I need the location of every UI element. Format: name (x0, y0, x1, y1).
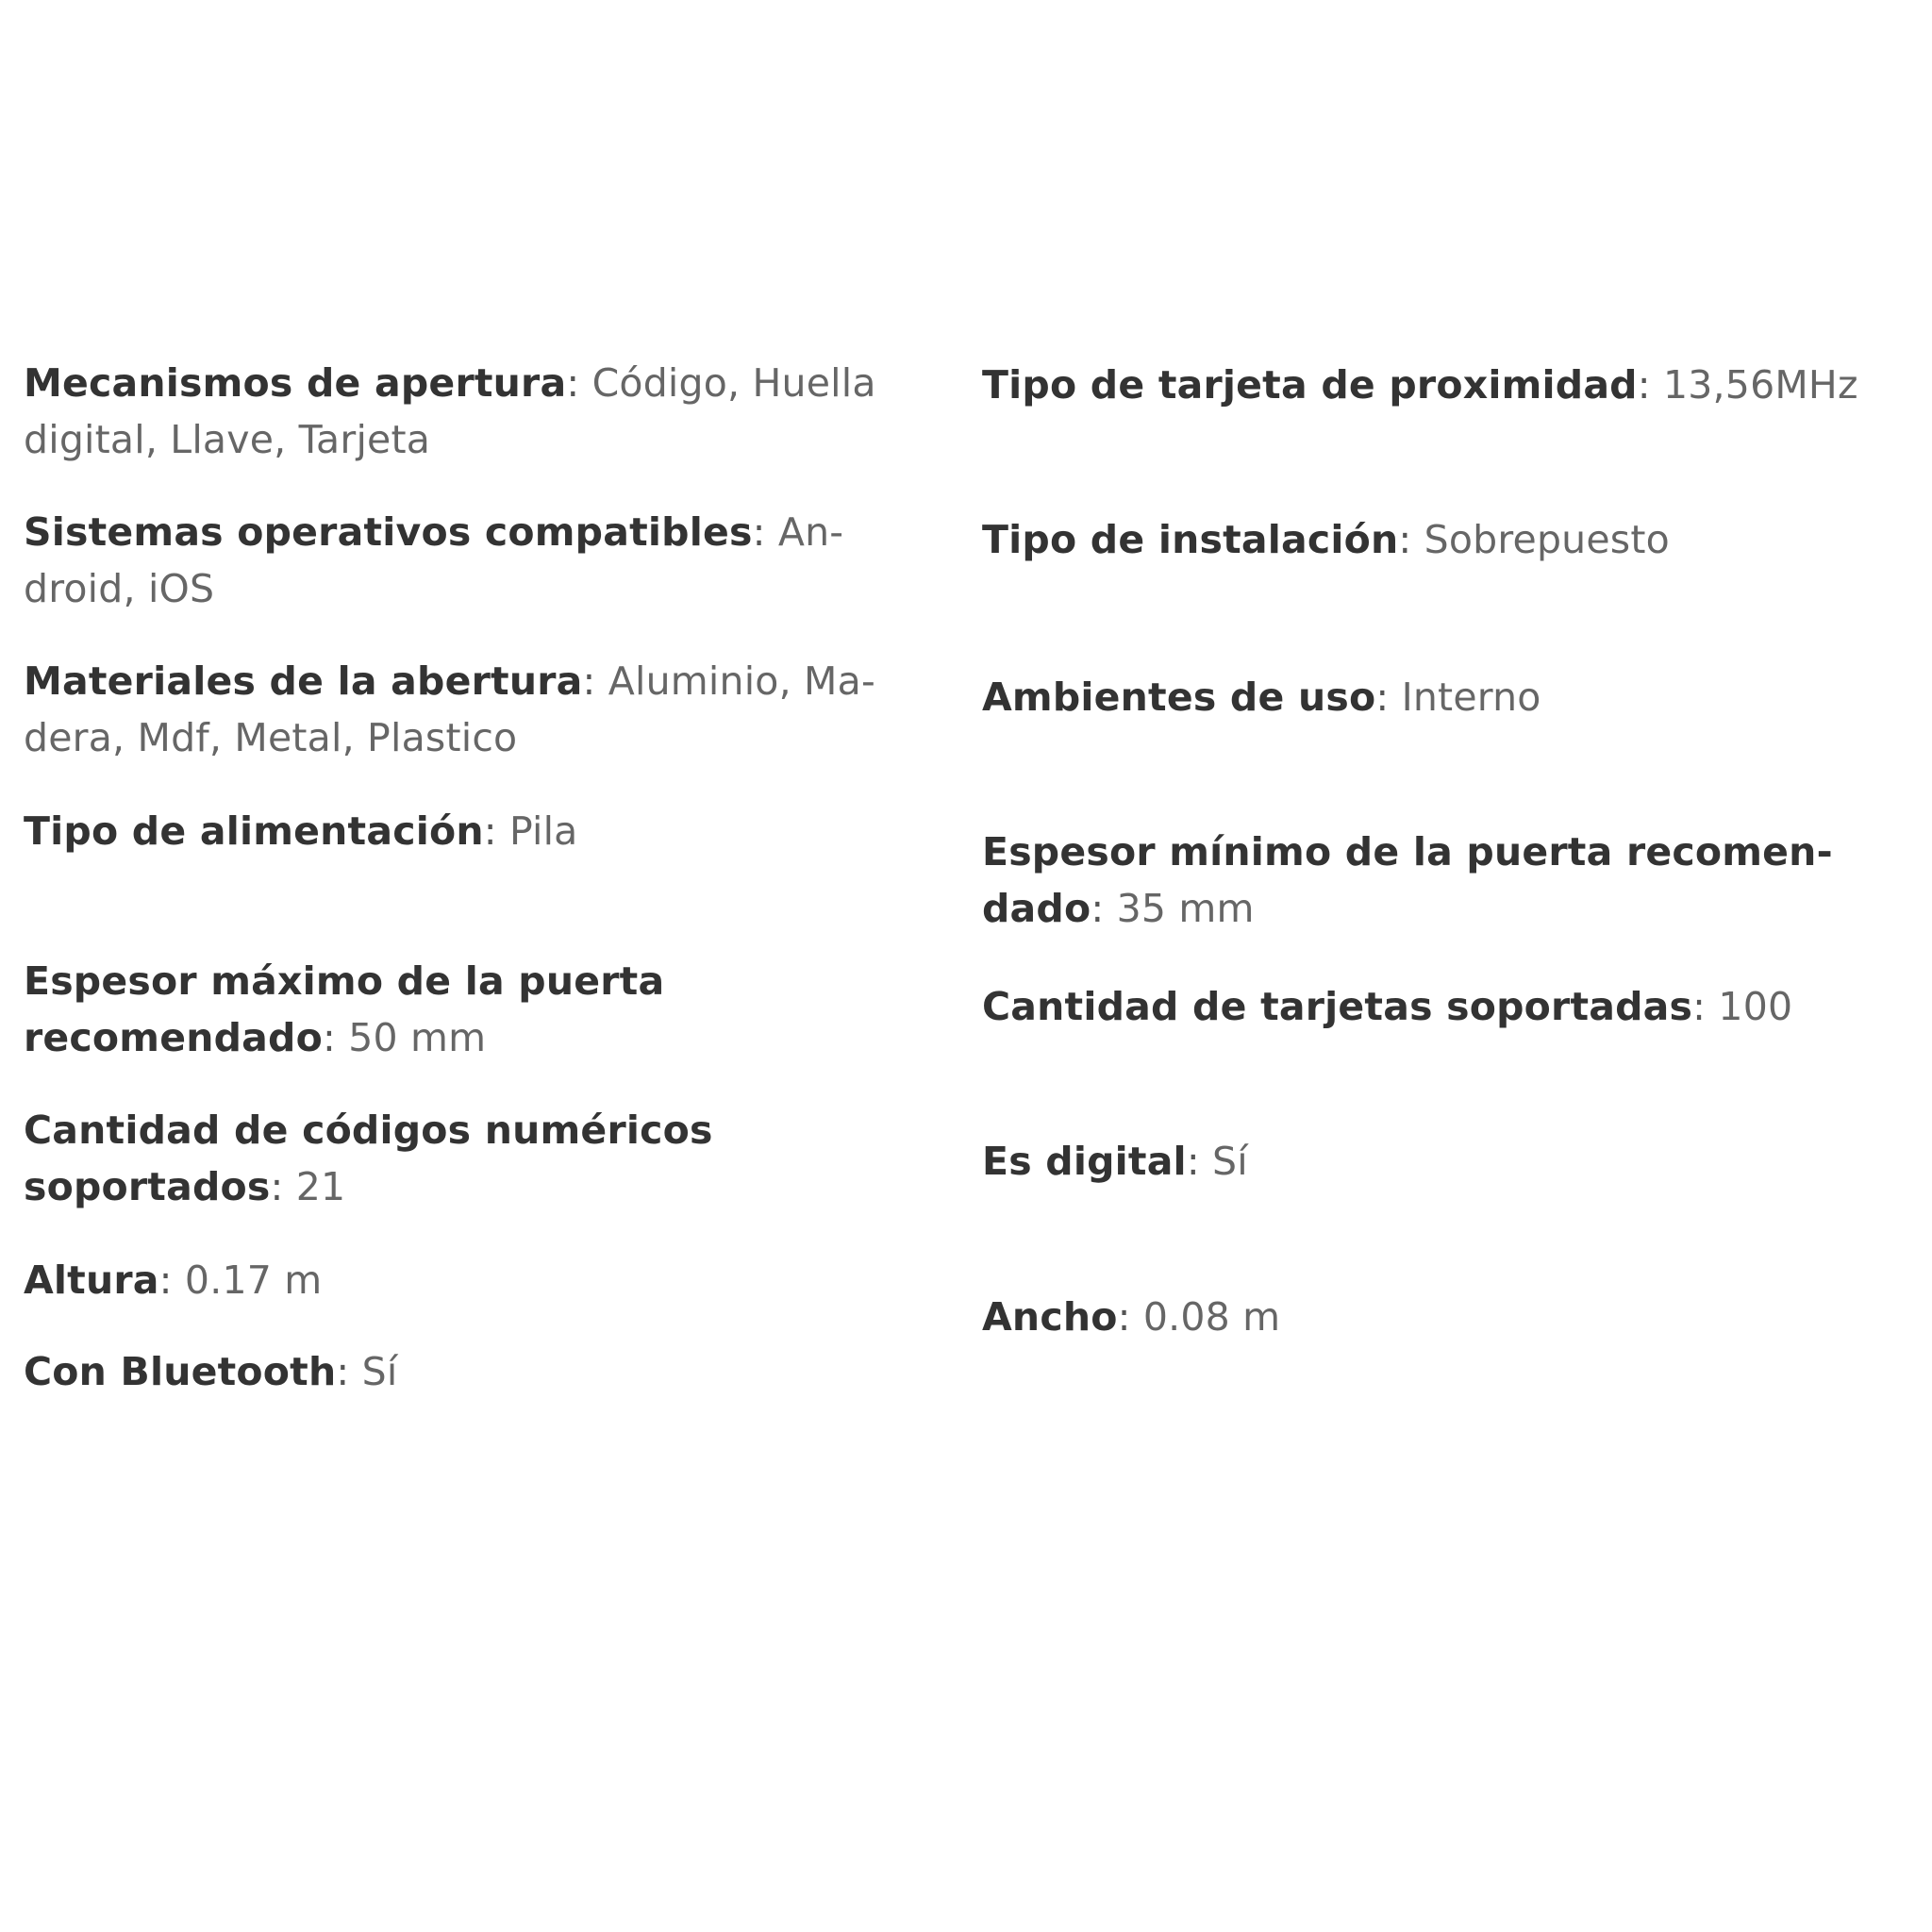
spec-value: Sí (349, 1349, 398, 1394)
spec-separator: : (158, 1257, 173, 1303)
spec-separator: : (752, 509, 766, 555)
spec-value: Interno (1389, 675, 1541, 720)
spec-separator: : (1692, 984, 1707, 1029)
spec-label: Espesor mínimo de la puerta recomendado (982, 829, 1833, 931)
spec-label: Ancho (982, 1294, 1118, 1340)
spec-cantidad-codigos (24, 1102, 877, 1215)
spec-mecanismos-de-apertura (24, 355, 877, 468)
spec-tipo-tarjeta-proximidad (982, 357, 1907, 413)
specs-column-right (982, 0, 1907, 1932)
spec-separator: : (1117, 1294, 1131, 1340)
spec-label: Cantidad de códigos numéricos soportados (24, 1108, 713, 1209)
spec-ancho (982, 1289, 1907, 1345)
spec-label: Altura (24, 1257, 159, 1303)
spec-separator: : (483, 808, 497, 854)
spec-separator: : (336, 1349, 350, 1394)
spec-espesor-maximo (24, 953, 877, 1066)
spec-separator: : (322, 1015, 336, 1060)
spec-separator: : (1186, 1139, 1200, 1184)
spec-label: Espesor máximo de la puerta recomendado (24, 958, 665, 1060)
spec-separator: : (582, 658, 596, 704)
spec-es-digital (982, 1133, 1907, 1190)
spec-label: Ambientes de uso (982, 675, 1376, 720)
spec-value: 35 mm (1104, 886, 1255, 931)
spec-value: 13,56MHz (1650, 362, 1858, 408)
spec-label: Tipo de instalación (982, 517, 1399, 562)
spec-value: 21 (283, 1164, 346, 1209)
spec-altura (24, 1252, 877, 1308)
spec-separator: : (270, 1164, 284, 1209)
spec-tipo-instalacion (982, 511, 1907, 568)
spec-separator: : (566, 360, 580, 406)
spec-label: Tipo de tarjeta de proximidad (982, 362, 1638, 408)
spec-label: Con Bluetooth (24, 1349, 337, 1394)
spec-ambientes-uso (982, 669, 1907, 725)
spec-separator: : (1375, 675, 1390, 720)
spec-value: 100 (1706, 984, 1793, 1029)
spec-separator: : (1637, 362, 1651, 408)
spec-label: Mecanismos de apertura (24, 360, 567, 406)
spec-materiales-abertura (24, 653, 877, 766)
spec-con-bluetooth (24, 1343, 877, 1400)
spec-value: Sí (1199, 1139, 1248, 1184)
spec-label: Sistemas operativos compatibles (24, 509, 753, 555)
specs-column-left (24, 0, 877, 1932)
spec-tipo-alimentacion (24, 803, 877, 859)
spec-value: Pila (496, 808, 578, 854)
spec-separator: : (1398, 517, 1412, 562)
spec-value: Sobrepuesto (1411, 517, 1670, 562)
spec-value: Android, iOS (24, 509, 844, 611)
spec-label: Tipo de alimentación (24, 808, 484, 854)
spec-sistemas-operativos (24, 504, 877, 617)
spec-value: 0.17 m (172, 1257, 323, 1303)
spec-value: Aluminio, Madera, Mdf, Metal, Plastico (24, 658, 875, 760)
spec-value: Código, Huella digital, Llave, Tarjeta (24, 360, 876, 462)
spec-espesor-minimo (982, 824, 1907, 937)
spec-label: Es digital (982, 1139, 1187, 1184)
spec-value: 50 mm (335, 1015, 487, 1060)
spec-label: Materiales de la abertura (24, 658, 583, 704)
spec-cantidad-tarjetas (982, 978, 1907, 1035)
spec-value: 0.08 m (1130, 1294, 1281, 1340)
spec-label: Cantidad de tarjetas soportadas (982, 984, 1693, 1029)
spec-separator: : (1091, 886, 1105, 931)
